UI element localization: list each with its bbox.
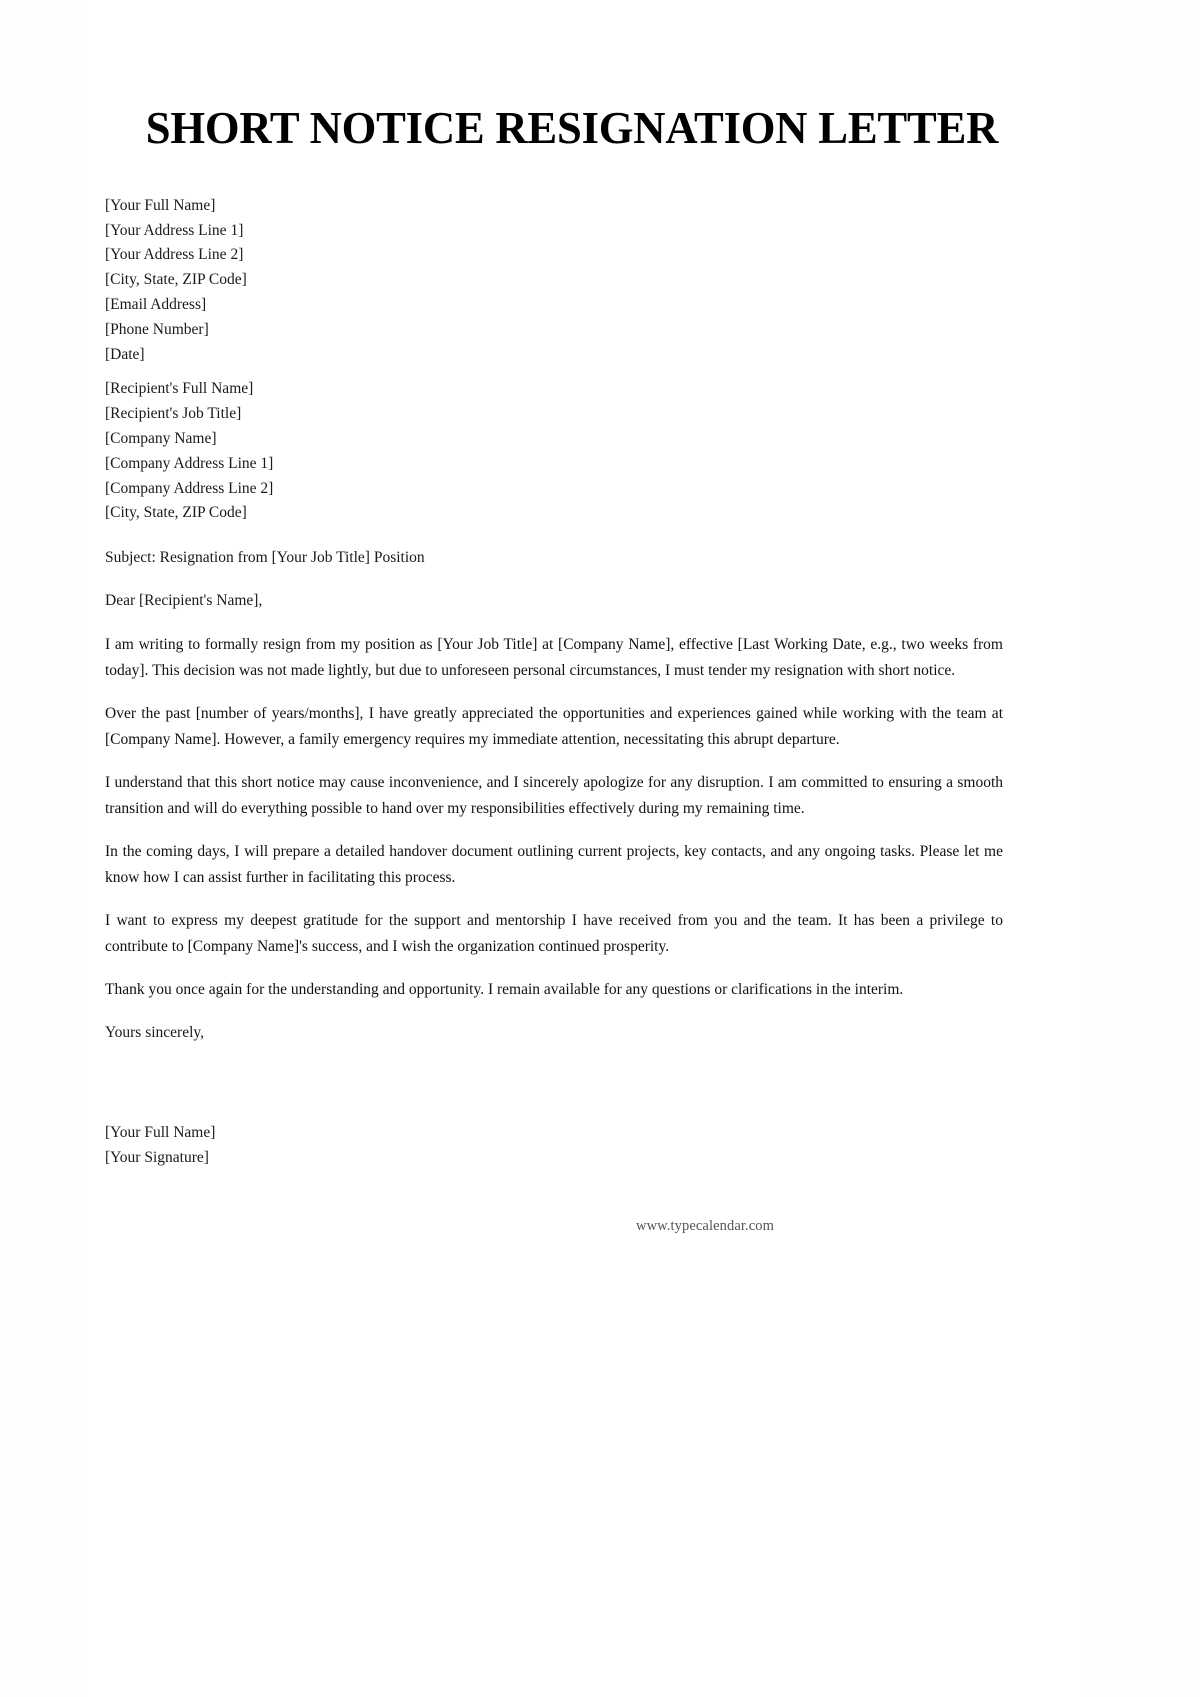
- salutation-line: Dear [Recipient's Name],: [105, 592, 263, 610]
- paragraph-spacer: [105, 890, 1003, 908]
- page-left-margin: [0, 0, 88, 1697]
- footer-website: www.typecalendar.com: [636, 1218, 774, 1234]
- body-paragraph: Thank you once again for the understanding and opportunity. I remain available for any questions or clarifications in the interim.: [105, 981, 904, 999]
- recipient-address-line: [Company Name]: [105, 429, 217, 447]
- body-paragraph: I am writing to formally resign from my position as [Your Job Title] at [Company Name], effective [Last Working Date, e.g., two weeks from today]. This decision was not made lightly, but due to unforeseen personal circumstances, I must tender my resignation with short notice.: [105, 636, 1003, 679]
- recipient-address-line: [Company Address Line 1]: [105, 454, 274, 472]
- signature-placeholder-line: [Your Signature]: [105, 1149, 209, 1167]
- sender-address-line: [Your Address Line 2]: [105, 246, 244, 264]
- sender-address-line: [Email Address]: [105, 296, 207, 314]
- title-spacer: [105, 154, 1003, 194]
- recipient-address-line: [Recipient's Full Name]: [105, 379, 254, 397]
- page-title: SHORT NOTICE RESIGNATION LETTER: [145, 102, 999, 153]
- paragraph-spacer: [105, 959, 1003, 977]
- body-paragraph: Over the past [number of years/months], I have greatly appreciated the opportunities and experiences gained while working with the team at [Company Name]. However, a family emergency requires my immediate attention, necessitating this abrupt departure.: [105, 705, 1003, 748]
- signature-gap: [105, 1046, 1003, 1120]
- signature-name-line: [Your Full Name]: [105, 1123, 216, 1141]
- body-paragraph: I understand that this short notice may cause inconvenience, and I sincerely apologize for any disruption. I am committed to ensuring a smooth transition and will do everything possible to hand over my responsibilities effectively during my remaining time.: [105, 774, 1003, 817]
- body-paragraph: I want to express my deepest gratitude for the support and mentorship I have received from you and the team. It has been a privilege to contribute to [Company Name]'s success, and I wish the organization continued prosperity.: [105, 912, 1003, 955]
- address-block-spacer: [105, 368, 1003, 377]
- paragraph-spacer: [105, 752, 1003, 770]
- sender-address-line: [City, State, ZIP Code]: [105, 271, 247, 289]
- paragraph-spacer: [105, 683, 1003, 701]
- body-paragraph: In the coming days, I will prepare a detailed handover document outlining current projects, key contacts, and any ongoing tasks. Please let me know how I can assist further in facilitating this process.: [105, 843, 1003, 886]
- sender-address-line: [Phone Number]: [105, 321, 209, 339]
- recipient-address-line: [Company Address Line 2]: [105, 479, 274, 497]
- subject-spacer: [105, 526, 1003, 546]
- closing-spacer: [105, 1003, 1003, 1021]
- recipient-address-block: [105, 377, 1003, 526]
- document-content: [105, 0, 1003, 1234]
- paragraph-spacer: [105, 614, 1003, 632]
- recipient-address-line: [City, State, ZIP Code]: [105, 504, 247, 522]
- sender-address-line: [Your Address Line 1]: [105, 221, 244, 239]
- sender-date-line: [Date]: [105, 346, 145, 364]
- sender-address-block: [105, 194, 1003, 368]
- salutation-spacer: [105, 571, 1003, 589]
- subject-line: Subject: Resignation from [Your Job Title] Position: [105, 549, 425, 567]
- closing-line: Yours sincerely,: [105, 1023, 205, 1041]
- recipient-address-line: [Recipient's Job Title]: [105, 404, 242, 422]
- paragraph-spacer: [105, 821, 1003, 839]
- page-right-margin: [1082, 0, 1200, 1697]
- sender-address-line: [Your Full Name]: [105, 196, 216, 214]
